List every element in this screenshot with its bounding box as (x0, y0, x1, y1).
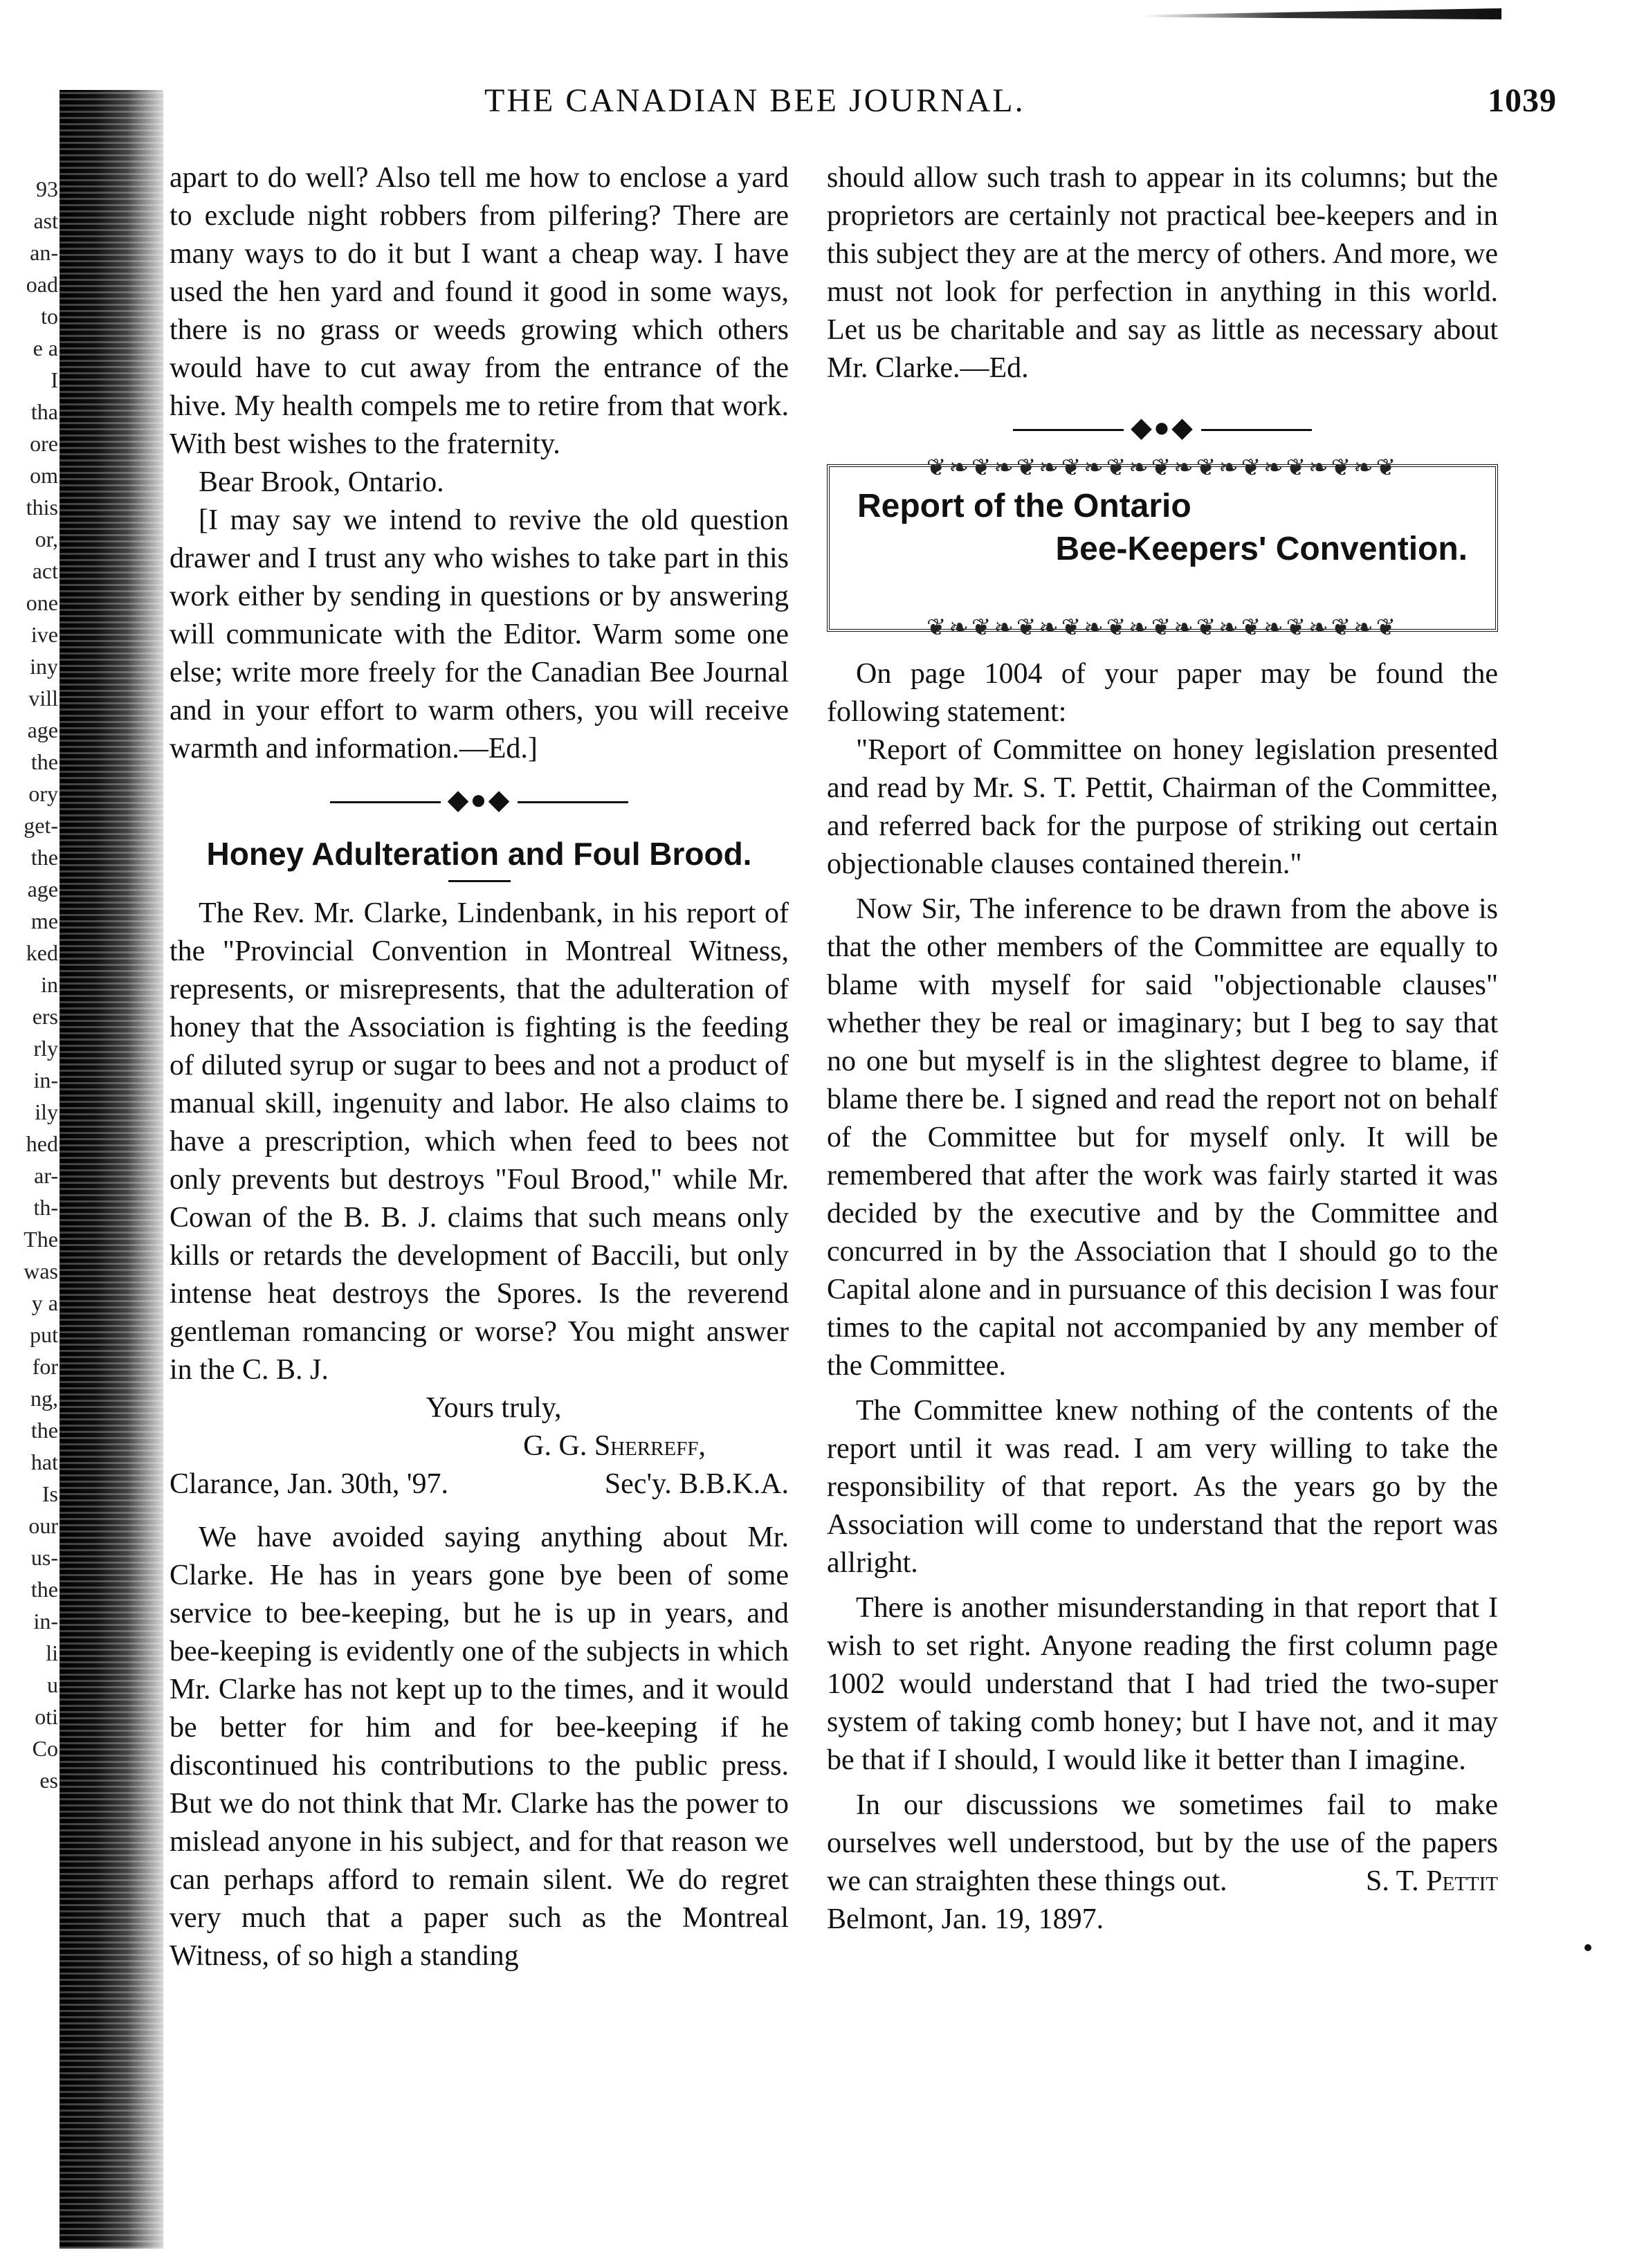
margin-bleed-fragment: ore (30, 431, 58, 456)
margin-bleed-fragment: ory (28, 781, 58, 806)
report-closing-text: In our discussions we sometimes fail to make ourselves well understood, but by the use of the papers we can straighten these things out. (827, 1789, 1498, 1897)
margin-bleed-fragment: ers (32, 1004, 58, 1029)
binding-gutter-shadow (60, 90, 163, 2249)
margin-bleed-text (0, 173, 58, 1903)
margin-bleed-fragment: th- (33, 1195, 58, 1220)
left-column (170, 159, 789, 1975)
margin-bleed-fragment: 93 (36, 176, 58, 201)
margin-bleed-fragment: to (41, 304, 58, 329)
margin-bleed-fragment: age (27, 877, 58, 902)
journal-title: THE CANADIAN BEE JOURNAL. (484, 82, 1025, 119)
running-header (166, 82, 1557, 130)
margin-bleed-fragment: the (30, 845, 58, 870)
margin-bleed-fragment: hed (26, 1131, 58, 1156)
report-title-box (827, 455, 1498, 641)
margin-bleed-fragment: ar- (34, 1163, 58, 1188)
top-rule-decoration (1142, 8, 1501, 19)
report-paragraph: On page 1004 of your paper may be found the following statement: (827, 658, 1498, 728)
margin-bleed-fragment: ked (26, 940, 58, 965)
report-dateline: Belmont, Jan. 19, 1897. (827, 1903, 1104, 1935)
margin-bleed-fragment: put (30, 1322, 58, 1347)
margin-bleed-fragment: in (41, 972, 58, 997)
author-title: Sec'y. B.B.K.A. (604, 1468, 789, 1500)
margin-bleed-fragment: li (46, 1640, 58, 1665)
author-name: G. G. Sherreff, (523, 1430, 706, 1462)
margin-bleed-fragment: in- (33, 1609, 58, 1634)
margin-bleed-fragment: y a (31, 1290, 58, 1315)
margin-bleed-fragment: Co (32, 1736, 58, 1761)
margin-bleed-fragment: act (32, 558, 58, 583)
stray-mark (1584, 1944, 1591, 1951)
margin-bleed-fragment: the (30, 749, 58, 774)
article-heading: Honey Adulteration and Foul Brood. (206, 836, 752, 872)
margin-bleed-fragment: om (30, 463, 58, 488)
margin-bleed-fragment: the (30, 1418, 58, 1443)
margin-bleed-fragment: an- (30, 240, 58, 265)
margin-bleed-fragment: e a (33, 336, 58, 360)
margin-bleed-fragment: or, (35, 527, 58, 551)
report-paragraph (827, 1786, 1498, 1901)
heading-rule (448, 880, 511, 882)
margin-bleed-fragment: our (28, 1513, 58, 1538)
ornament-separator: ◆●◆ (170, 780, 789, 819)
report-quote: "Report of Committee on honey legislation presented and read by Mr. S. T. Pettit, Chairman of the Committee, and referred back for the purpose of striking out certain objectionable clauses contained therein." (827, 734, 1498, 880)
margin-bleed-fragment: rly (33, 1036, 58, 1061)
editor-note: [I may say we intend to revive the old question drawer and I trust any who wishes to take part in this work either by sending in questions or by answering will communicate with the Editor. Warm some one else; write more freely for the Canadian Bee Journal and in your effort to warm others, you will receive warmth and information.—Ed.] (170, 504, 789, 765)
author-place-date: Clarance, Jan. 30th, '97. (170, 1468, 448, 1500)
margin-bleed-fragment: ast (33, 208, 58, 233)
margin-bleed-fragment: I (51, 367, 58, 392)
report-paragraph: Now Sir, The inference to be drawn from the above is that the other members of the Committee are equally to blame with myself for said "objectionable clauses" whether they be real or imaginary; but I beg to say that no one but myself is in the slightest degree to blame, if blame there be. I signed and read the report not on behalf of the Committee but for myself only. It will be remembered that after the work was fairly started it was decided by the executive and by the Committee and concurred in by the Association that I should go to the Capital alone and in pursuance of this decision I was four times to the capital not accompanied by any member of the Committee. (827, 893, 1498, 1382)
right-column (827, 159, 1498, 1939)
margin-bleed-fragment: oad (26, 272, 58, 297)
margin-bleed-fragment: u (47, 1672, 58, 1697)
margin-bleed-fragment: ive (30, 622, 58, 647)
margin-bleed-fragment: hat (30, 1449, 58, 1474)
margin-bleed-fragment: age (27, 717, 58, 742)
page-number: 1039 (1488, 82, 1557, 119)
margin-bleed-fragment: one (26, 590, 58, 615)
ornament-separator: ◆●◆ (827, 408, 1498, 446)
margin-bleed-fragment: in- (33, 1068, 58, 1092)
report-title-line2: Bee-Keepers' Convention. (1055, 531, 1468, 567)
margin-bleed-fragment: tha (30, 399, 58, 424)
margin-bleed-fragment: vill (28, 686, 58, 711)
margin-bleed-fragment: The (24, 1227, 58, 1252)
editor-reply-continued: should allow such trash to appear in its columns; but the proprietors are certainly not practical bee-keepers and in this subject they are at the mercy of others. And more, we must not look for perfection in anything in this world. Let us be charitable and say as little as necessary about Mr. Clarke.—Ed. (827, 162, 1498, 384)
box-ornament-bottom: ❦❧❦❧❦❧❦❧❦❧❦❧❦❧❦❧❦❧❦❧❦ (926, 615, 1399, 641)
margin-bleed-fragment: oti (35, 1704, 58, 1729)
margin-bleed-fragment: iny (30, 654, 58, 679)
closing: Yours truly, (426, 1392, 562, 1424)
margin-bleed-fragment: me (30, 908, 58, 933)
letter-signoff: Bear Brook, Ontario. (199, 466, 444, 498)
margin-bleed-fragment: ily (35, 1099, 58, 1124)
margin-bleed-fragment: was (24, 1259, 58, 1283)
letter-paragraph: apart to do well? Also tell me how to enclose a yard to exclude night robbers from pilfering? There are many ways to do it but I want a cheap way. I have used the hen yard and found it good in some ways, there is no grass or weeds growing which others would have to cut away from the entrance of the hive. My health compels me to retire from that work. With best wishes to the fraternity. (170, 162, 789, 460)
report-title-line1: Report of the Ontario (857, 488, 1191, 524)
margin-bleed-fragment: for (32, 1354, 58, 1379)
margin-bleed-fragment: ng, (30, 1386, 58, 1411)
margin-bleed-fragment: the (30, 1577, 58, 1602)
author-dateline (170, 1465, 789, 1503)
margin-bleed-fragment: Is (42, 1481, 58, 1506)
report-paragraph: There is another misunderstanding in that report that I wish to set right. Anyone reading the first column page 1002 would understand that I had tried the two-super system of taking comb honey; but I have not, and it may be that if I should, I would like it better than I imagine. (827, 1592, 1498, 1776)
margin-bleed-fragment: this (26, 495, 58, 520)
report-paragraph: The Committee knew nothing of the contents of the report until it was read. I am very willing to take the responsibility of that report. As the years go by the Association will come to understand that the report was allright. (827, 1395, 1498, 1579)
margin-bleed-fragment: get- (24, 813, 58, 838)
box-ornament-top: ❦❧❦❧❦❧❦❧❦❧❦❧❦❧❦❧❦❧❦❧❦ (926, 455, 1399, 481)
report-signature: S. T. Pettit (1365, 1865, 1498, 1897)
article-body: The Rev. Mr. Clarke, Lindenbank, in his report of the "Provincial Convention in Montreal Witness, represents, or misrepresents, that the adulteration of honey that the Association is fighting is the feeding of diluted syrup or sugar to bees and not a product of manual skill, ingenuity and labor. He also claims to have a prescription, which when feed to bees not only prevents but destroys "Foul Brood," while Mr. Cowan of the B. B. J. claims that such means only kills or retards the development of Baccili, but only intense heat destroys the Spores. Is the reverend gentleman romancing or worse? You might answer in the C. B. J. (170, 897, 789, 1386)
margin-bleed-fragment: es (39, 1768, 58, 1793)
editor-reply: We have avoided saying anything about Mr. Clarke. He has in years gone bye been of some service to bee-keeping, but he is up in years, and bee-keeping is evidently one of the subjects in which Mr. Clarke has not kept up to the times, and it would be better for him and for bee-keeping if he discontinued his contributions to the public press. But we do not think that Mr. Clarke has the power to mislead anyone in his subject, and for that reason we can perhaps afford to remain silent. We do regret very much that a paper such as the Montreal Witness, of so high a standing (170, 1521, 789, 1972)
margin-bleed-fragment: us- (30, 1545, 58, 1570)
